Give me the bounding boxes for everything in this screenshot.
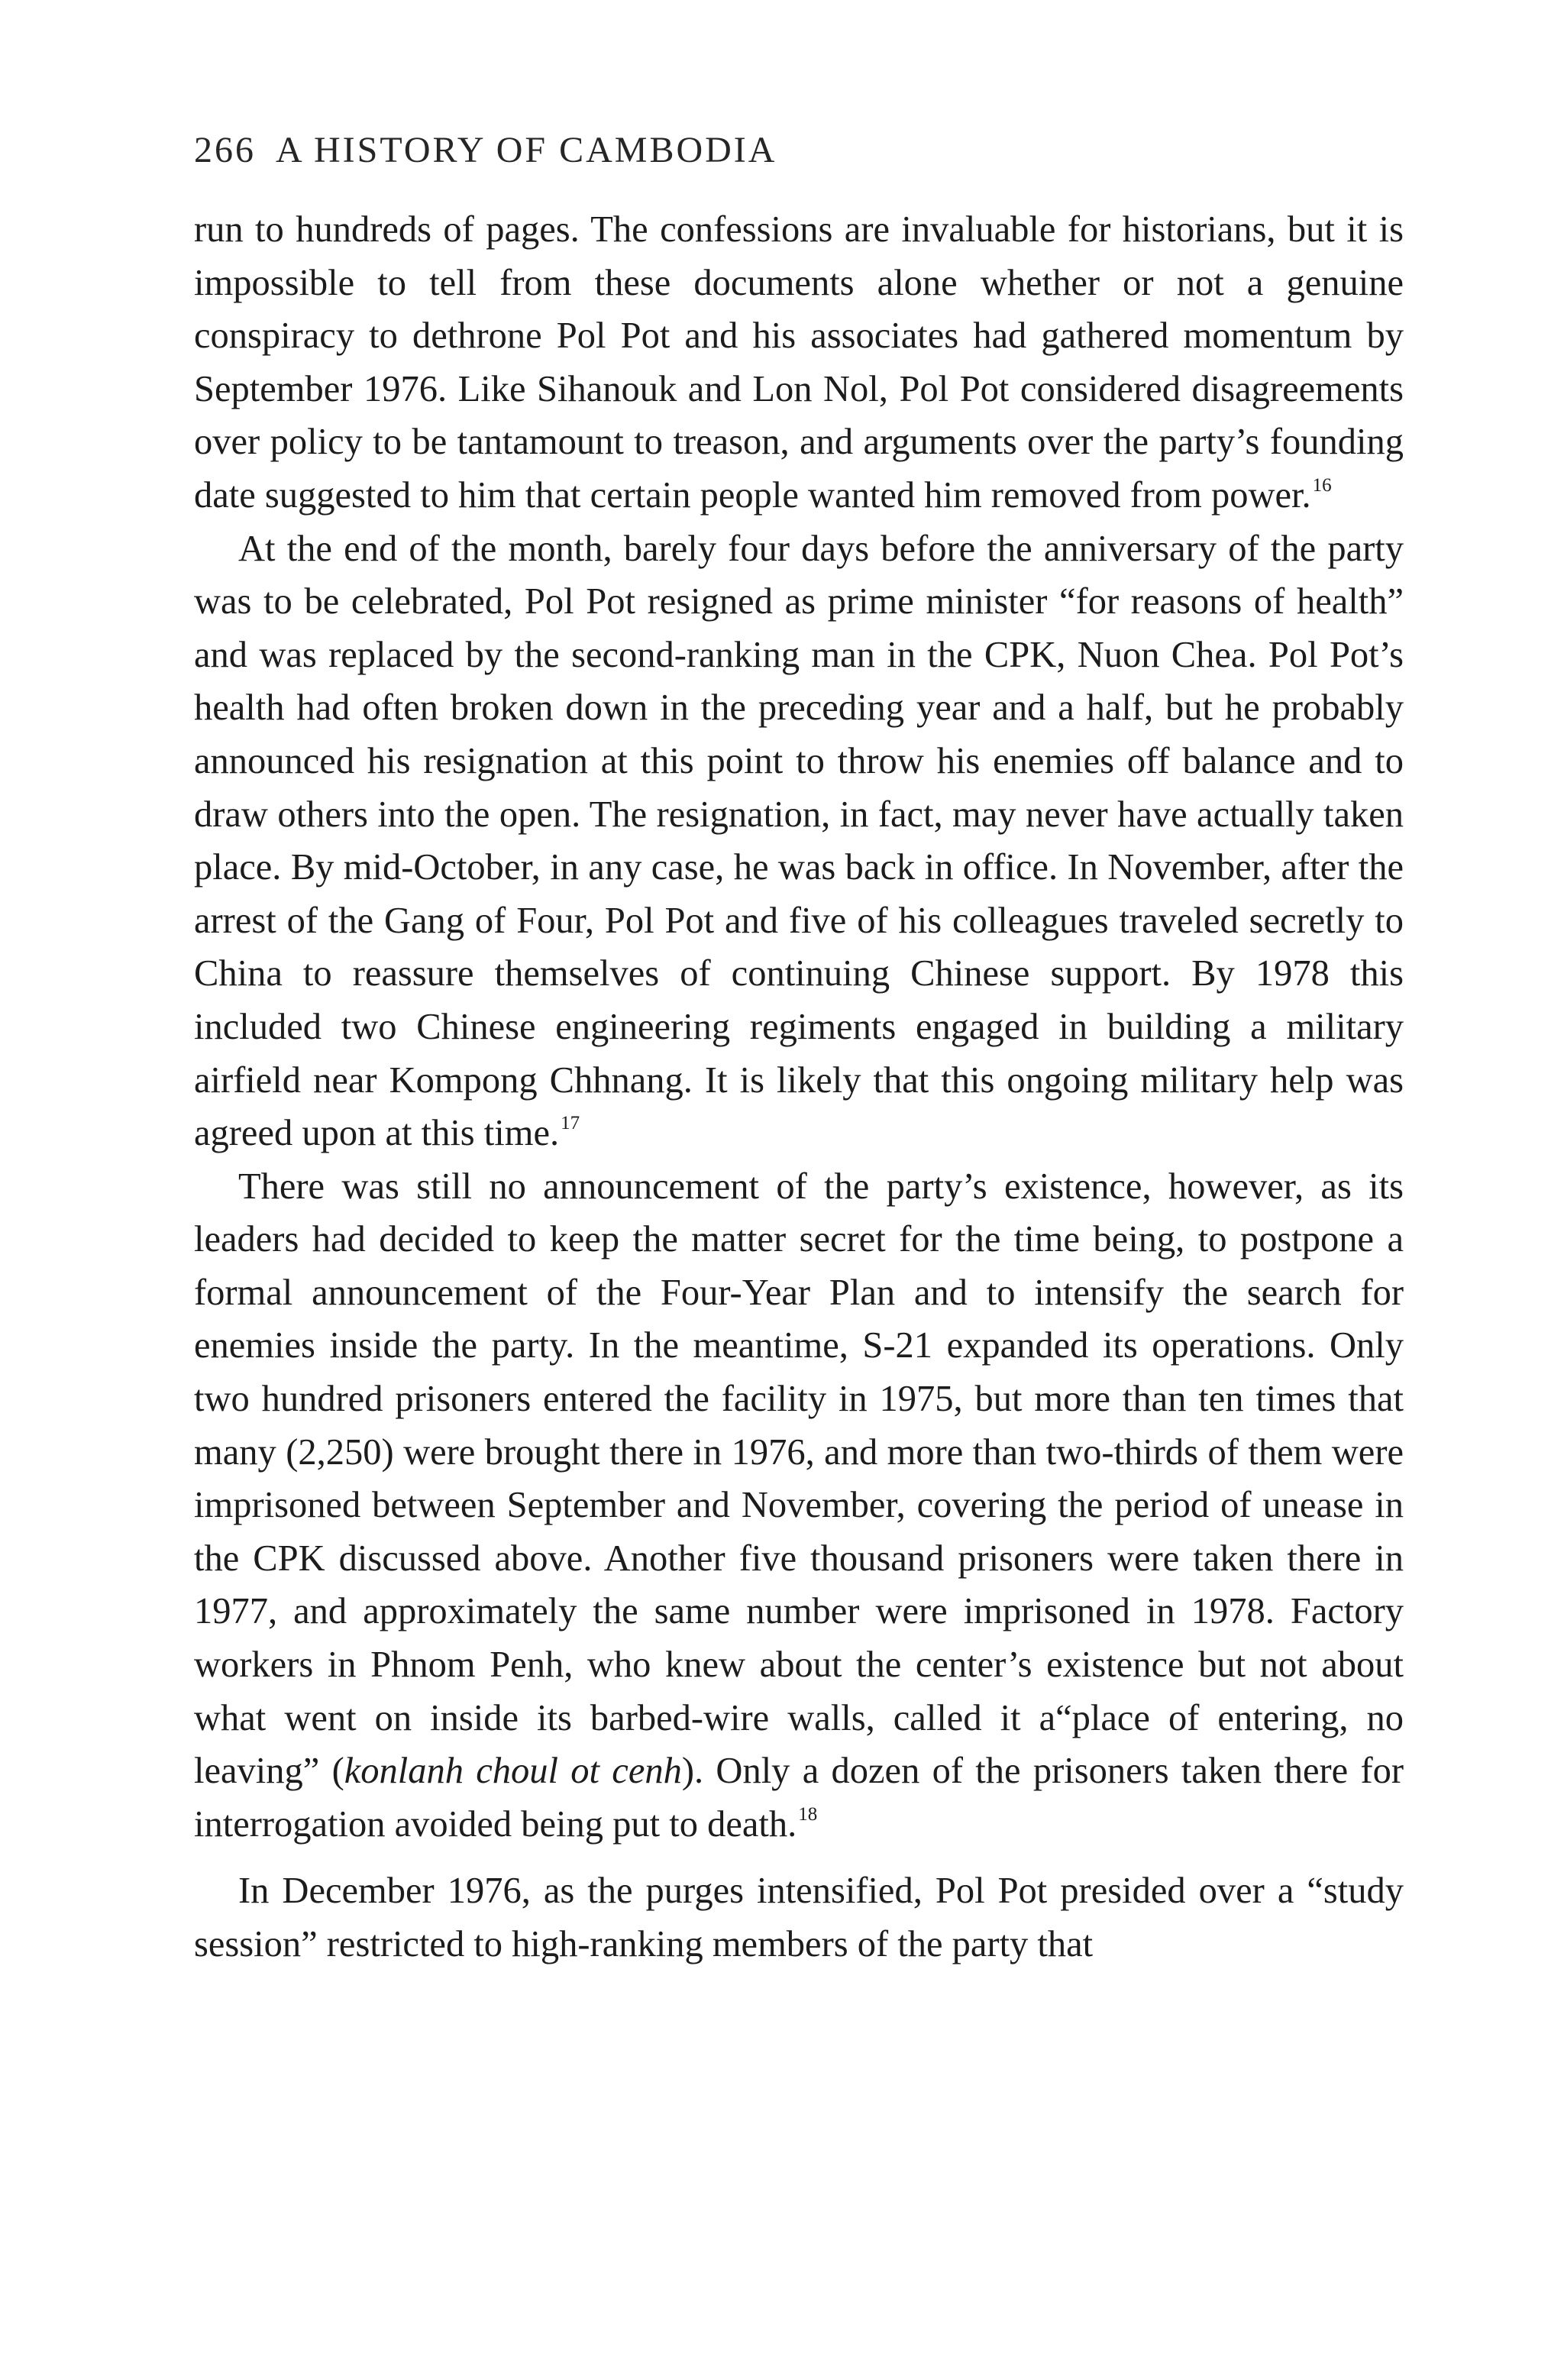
paragraph xyxy=(194,522,1404,1160)
paragraph-text: ). Only a dozen of the prisoners taken there for interrogation avoided being put to death. xyxy=(194,1751,1404,1845)
book-page xyxy=(194,122,1404,1971)
footnote-reference: 18 xyxy=(798,1803,818,1825)
paragraph xyxy=(194,1160,1404,1851)
paragraph-text: run to hundreds of pages. The confessions are invaluable for historians, but it is impossible to tell from these documents alone whether or not a genuine conspiracy to dethrone Pol Pot and his associates had gathered momentum by September 1976. Like Sihanouk and Lon Nol, Pol Pot considered disagreements over policy to be tantamount to treason, and arguments over the party’s founding date suggested to him that certain people wanted him removed from power. xyxy=(194,209,1404,516)
paragraph xyxy=(194,1864,1404,1971)
khmer-phrase: konlanh choul ot cenh xyxy=(344,1751,682,1792)
paragraph-text: There was still no announcement of the party’s existence, however, as its leaders had decided to keep the matter secret for the time being, to postpone a formal announcement of the Four-Year Plan and to intensify the search for enemies inside the party. In the meantime, S-21 expanded its operations. Only two hundred prisoners entered the facility in 1975, but more than ten times that many (2,250) were brought there in 1976, and more than two-thirds of them were imprisoned between September and November, covering the period of unease in the CPK discussed above. Another five thousand prisoners were taken there in 1977, and approximately the same number were imprisoned in 1978. Factory workers in Phnom Penh, who knew about the center’s existence but not about what went on inside its barbed-wire walls, called it a“place of entering, no leaving” ( xyxy=(194,1166,1404,1792)
footnote-reference: 17 xyxy=(561,1112,580,1133)
paragraph-text: At the end of the month, barely four days before the anniversary of the party was to be celebrated, Pol Pot resigned as prime minister “for reasons of health” and was replaced by the second-ranking man in the CPK, Nuon Chea. Pol Pot’s health had often broken down in the preceding year and a half, but he probably announced his resignation at this point to throw his enemies off balance and to draw others into the open. The resignation, in fact, may never have actually taken place. By mid-October, in any case, he was back in office. In November, after the arrest of the Gang of Four, Pol Pot and five of his colleagues traveled secretly to China to reassure themselves of continuing Chinese support. By 1978 this included two Chinese engineering regiments engaged in building a military airfield near Kompong Chhnang. It is likely that this ongoing military help was agreed upon at this time. xyxy=(194,528,1404,1154)
page-number: 266 xyxy=(194,130,256,170)
running-head xyxy=(194,122,1404,179)
paragraph xyxy=(194,203,1404,522)
book-title: A HISTORY OF CAMBODIA xyxy=(276,130,777,170)
paragraph-text: In December 1976, as the purges intensified, Pol Pot presided over a “study session” restricted to high-ranking members of the party that xyxy=(194,1871,1404,1964)
footnote-reference: 16 xyxy=(1312,474,1332,496)
body-text xyxy=(194,203,1404,1971)
